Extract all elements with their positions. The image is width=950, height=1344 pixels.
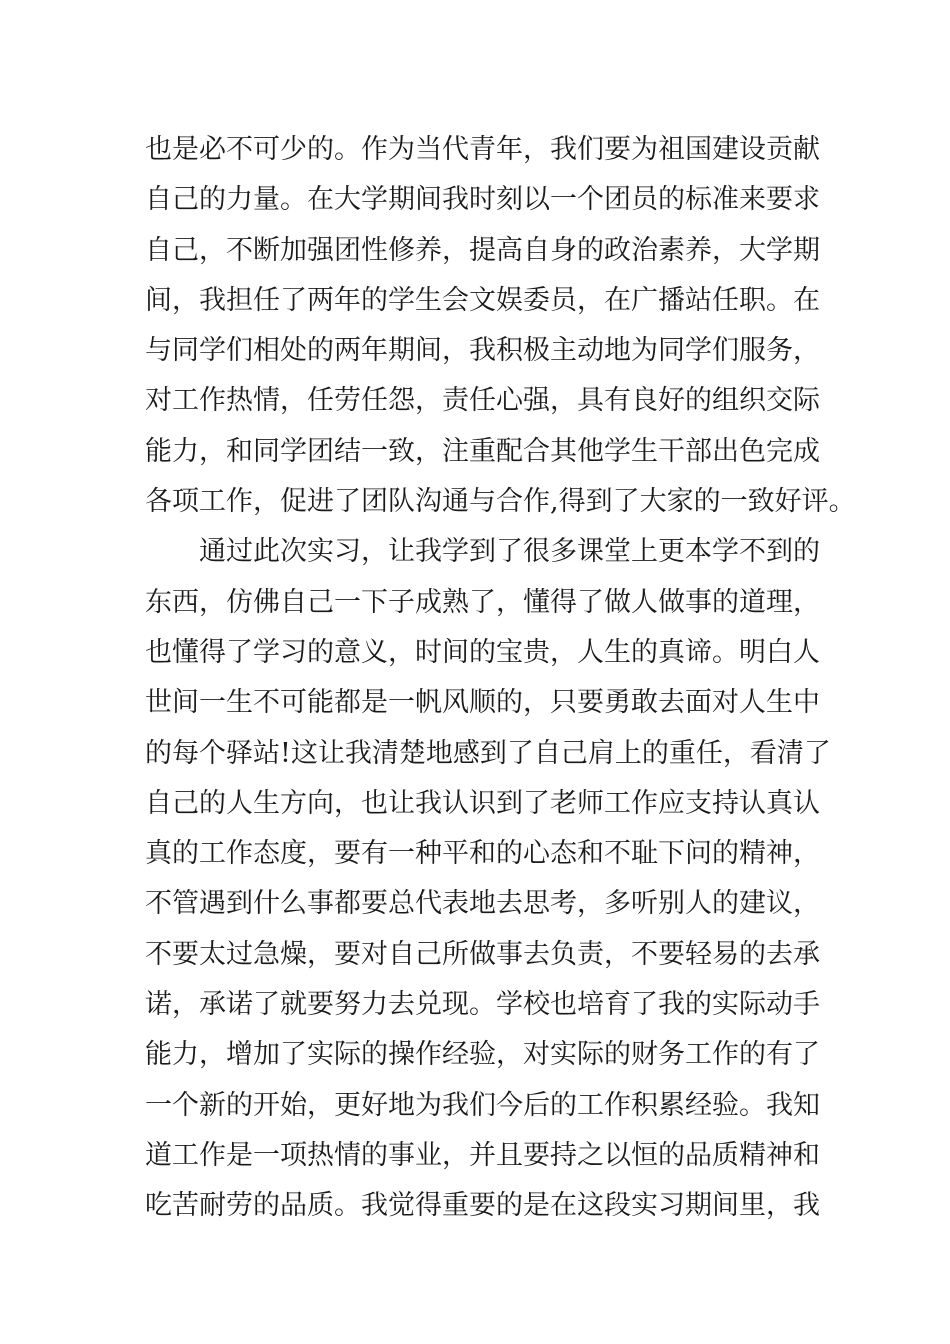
text-line: 各项工作，促进了团队沟通与合作,得到了大家的一致好评。 [145,486,856,518]
body-text [145,125,856,1232]
text-line: 也懂得了学习的意义，时间的宝贵，人生的真谛。明白人 [145,636,820,668]
text-line: 吃苦耐劳的品质。我觉得重要的是在这段实习期间里，我 [145,1190,820,1222]
text-line: 能力，增加了实际的操作经验，对实际的财务工作的有了 [145,1039,820,1071]
text-line: 不要太过急燥，要对自己所做事去负责，不要轻易的去承 [145,938,820,970]
text-line: 通过此次实习，让我学到了很多课堂上更本学不到的 [199,536,820,568]
text-line: 能力，和同学团结一致，注重配合其他学生干部出色完成 [145,435,820,467]
text-line: 诺，承诺了就要努力去兑现。学校也培育了我的实际动手 [145,989,820,1021]
paragraph-1 [145,125,856,527]
text-line: 不管遇到什么事都要总代表地去思考，多听别人的建议， [145,888,820,920]
text-line: 道工作是一项热情的事业，并且要持之以恒的品质精神和 [145,1139,820,1171]
text-line: 一个新的开始，更好地为我们今后的工作积累经验。我知 [145,1089,820,1121]
text-line: 与同学们相处的两年期间，我积极主动地为同学们服务， [145,335,820,367]
text-line: 的每个驿站!这让我清楚地感到了自己肩上的重任，看清了 [145,737,831,769]
text-line: 真的工作态度，要有一种平和的心态和不耻下问的精神， [145,838,820,870]
text-line: 也是必不可少的。作为当代青年，我们要为祖国建设贡献 [145,134,820,165]
text-line: 自己，不断加强团性修养，提高自身的政治素养，大学期 [145,234,820,266]
text-line: 自己的人生方向，也让我认识到了老师工作应支持认真认 [145,787,820,819]
text-line: 东西，仿佛自己一下子成熟了，懂得了做人做事的道理， [145,586,820,618]
text-line: 世间一生不可能都是一帆风顺的，只要勇敢去面对人生中 [145,687,820,719]
text-line: 对工作热情，任劳任怨，责任心强，具有良好的组织交际 [145,385,820,417]
text-line: 自己的力量。在大学期间我时刻以一个团员的标准来要求 [145,184,820,216]
paragraph-2 [145,527,831,1231]
text-line: 间，我担任了两年的学生会文娱委员，在广播站任职。在 [145,284,820,316]
